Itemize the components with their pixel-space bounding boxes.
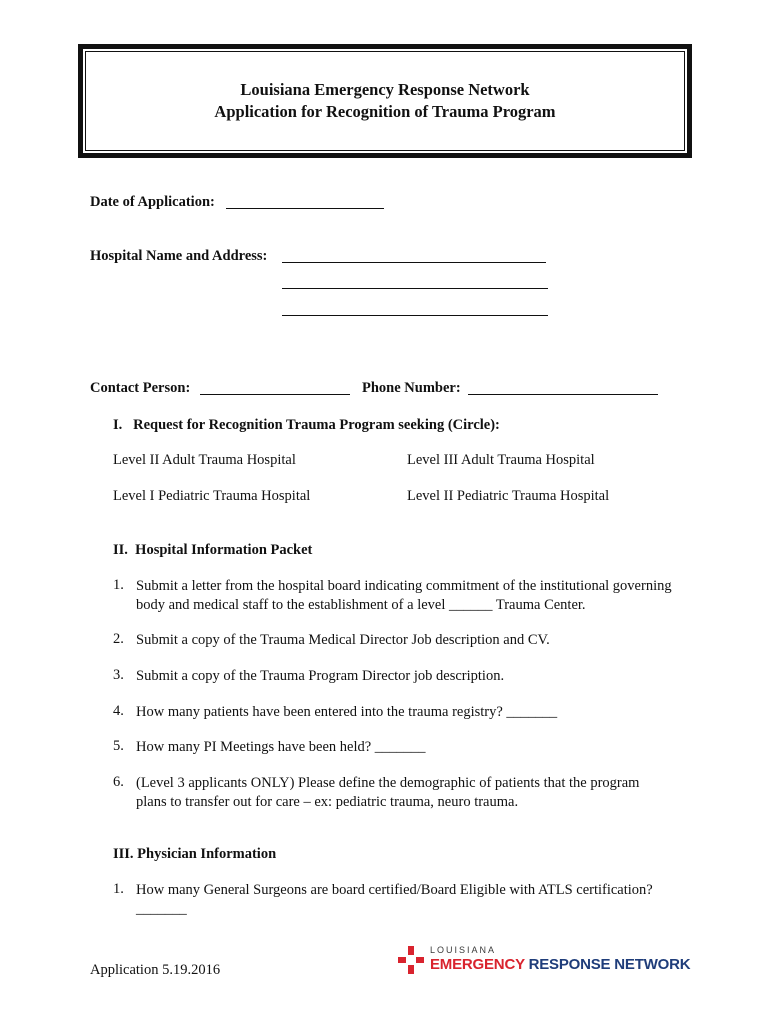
date-label: Date of Application:: [90, 194, 215, 210]
phone-blank[interactable]: [468, 394, 658, 395]
section-1-heading: I. Request for Recognition Trauma Program seeking (Circle):: [113, 417, 500, 433]
contact-blank[interactable]: [200, 394, 350, 395]
option-level-2-adult[interactable]: Level II Adult Trauma Hospital: [113, 452, 296, 468]
title-box: [78, 44, 692, 158]
date-blank[interactable]: [226, 208, 384, 209]
option-level-2-pediatric[interactable]: Level II Pediatric Trauma Hospital: [407, 488, 610, 504]
title-line-1: Louisiana Emergency Response Network: [240, 80, 530, 99]
date-of-application-field: [90, 194, 215, 211]
list-item-number: 3.: [113, 667, 124, 683]
phone-number-field: [362, 380, 461, 397]
hospital-blank-1[interactable]: [282, 262, 546, 263]
logo-blue-text: RESPONSE NETWORK: [524, 956, 691, 973]
logo-small-text: LOUISIANA: [430, 945, 497, 955]
list-item-text: Submit a copy of the Trauma Program Director job description.: [136, 668, 505, 684]
list-item-text: How many PI Meetings have been held? _______: [136, 739, 426, 755]
logo-red-text: EMERGENCY: [430, 956, 525, 973]
list-item-text: How many General Surgeons are board certified/Board Eligible with ATLS certification? _______: [136, 882, 653, 917]
contact-person-field: [90, 380, 190, 397]
title-line-2: Application for Recognition of Trauma Program: [214, 102, 556, 121]
list-item-text: Submit a copy of the Trauma Medical Director Job description and CV.: [136, 632, 550, 648]
hospital-label: Hospital Name and Address:: [90, 248, 268, 264]
list-item-number: 5.: [113, 738, 124, 754]
list-item-number: 6.: [113, 774, 124, 790]
option-level-3-adult[interactable]: Level III Adult Trauma Hospital: [407, 452, 595, 468]
logo-main-text: [430, 956, 690, 973]
hospital-blank-2[interactable]: [282, 288, 548, 289]
list-item-number: 4.: [113, 703, 124, 719]
list-item-text: (Level 3 applicants ONLY) Please define the demographic of patients that the program plans to transfer out for care – ex: pediatric trauma, neuro trauma.: [136, 775, 640, 810]
cross-logo-icon: [398, 946, 424, 974]
list-item-number: 2.: [113, 631, 124, 647]
phone-label: Phone Number:: [362, 380, 461, 396]
hospital-blank-3[interactable]: [282, 315, 548, 316]
section-2-heading: II. Hospital Information Packet: [113, 542, 313, 558]
document-title: [85, 51, 685, 151]
section-3-heading: III. Physician Information: [113, 846, 277, 862]
list-item-text: How many patients have been entered into the trauma registry? _______: [136, 704, 558, 720]
list-item-number: 1.: [113, 881, 124, 897]
list-item-number: 1.: [113, 577, 124, 593]
option-level-1-pediatric[interactable]: Level I Pediatric Trauma Hospital: [113, 488, 311, 504]
footer-version: Application 5.19.2016: [90, 962, 221, 978]
lern-logo: [398, 942, 691, 982]
hospital-name-field: [90, 248, 267, 265]
list-item-text: Submit a letter from the hospital board indicating commitment of the institutional governing body and medical staff to the establishment of a level ______ Trauma Center.: [136, 578, 672, 613]
contact-label: Contact Person:: [90, 380, 191, 396]
